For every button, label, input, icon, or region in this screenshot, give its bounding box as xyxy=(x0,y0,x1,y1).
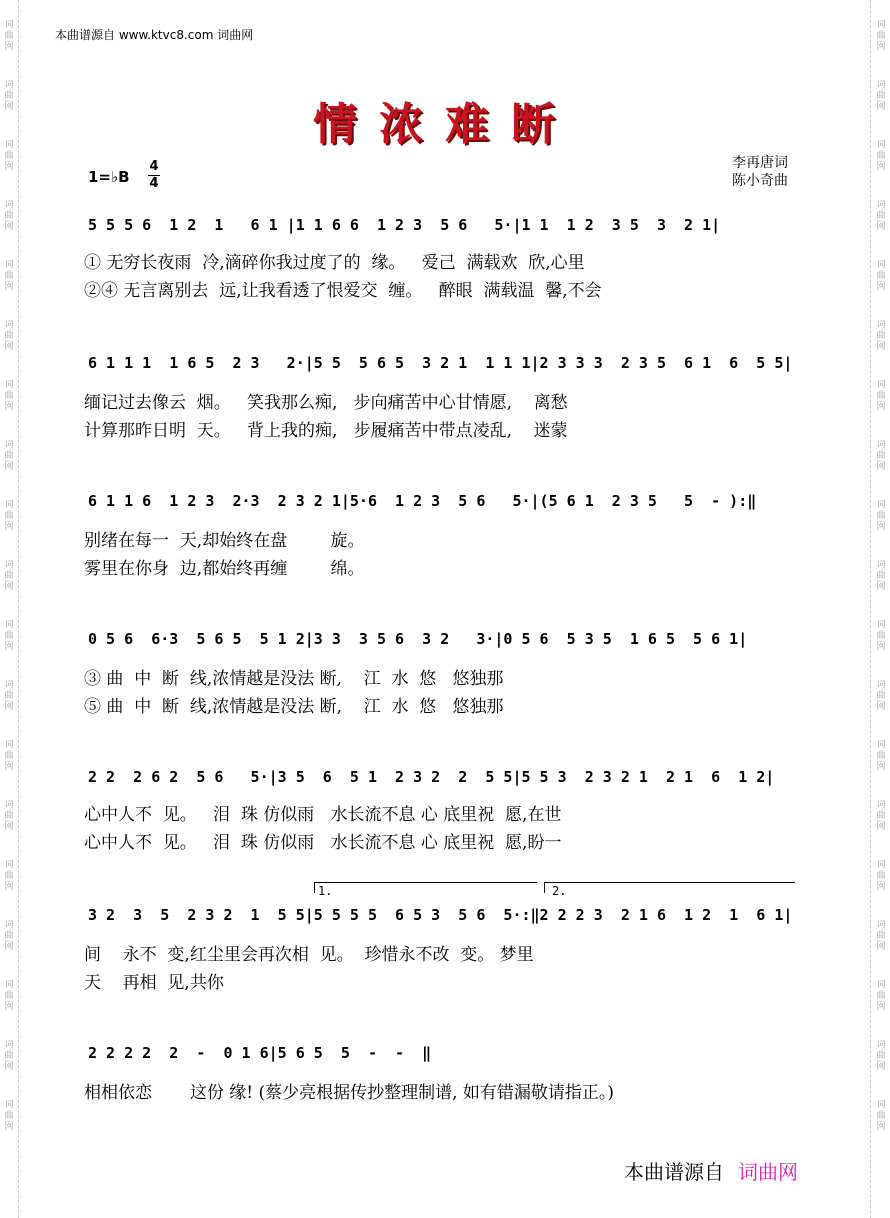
watermark-text: 词曲网 xyxy=(876,260,886,292)
watermark-text: 词曲网 xyxy=(876,200,886,232)
score-notes-5: 2 2 2 6 2 5 6 5·|3 5 6 5 1 2 3 2 2 5 5|5 5 3 2 3 2 1 2 1 6 1 2| xyxy=(88,768,775,786)
watermark-text: 词曲网 xyxy=(4,1040,14,1072)
watermark-text: 词曲网 xyxy=(876,680,886,712)
score-notes-1: 5 5 5 6 1 2 1 6 1 |1 1 6 6 1 2 3 5 6 5·|1 1 1 2 3 5 3 2 1| xyxy=(88,216,721,234)
watermark-text: 词曲网 xyxy=(876,80,886,112)
watermark-text: 词曲网 xyxy=(4,1100,14,1132)
watermark-text: 词曲网 xyxy=(876,500,886,532)
watermark-text: 词曲网 xyxy=(4,560,14,592)
watermark-text: 词曲网 xyxy=(876,20,886,52)
watermark-text: 词曲网 xyxy=(4,680,14,712)
composer: 陈小奇曲 xyxy=(732,173,788,189)
time-sig-bottom: 4 xyxy=(149,176,159,191)
watermark-text: 词曲网 xyxy=(876,980,886,1012)
watermark-text: 词曲网 xyxy=(4,260,14,292)
right-margin-line xyxy=(870,0,871,1218)
footer-brand: 词曲网 xyxy=(738,1160,798,1184)
watermark-text: 词曲网 xyxy=(876,740,886,772)
footer-source xyxy=(624,1156,798,1185)
watermark-text: 词曲网 xyxy=(4,200,14,232)
watermark-text: 词曲网 xyxy=(876,1100,886,1132)
watermark-text: 词曲网 xyxy=(876,140,886,172)
watermark-text: 词曲网 xyxy=(4,860,14,892)
watermark-text: 词曲网 xyxy=(4,620,14,652)
lyrics-5-verse-b: 心中人不 见。 泪 珠 仿似雨 水长流不息 心 底里祝 愿,盼一 xyxy=(84,833,562,853)
watermark-text: 词曲网 xyxy=(4,140,14,172)
watermark-text: 词曲网 xyxy=(4,920,14,952)
lyrics-2-verse-a: 缅记过去像云 烟。 笑我那么痴, 步向痛苦中心甘情愿, 离愁 xyxy=(84,393,568,413)
watermark-text: 词曲网 xyxy=(4,980,14,1012)
left-margin-line xyxy=(18,0,19,1218)
score-notes-6: 3 2 3 5 2 3 2 1 5 5|5 5 5 5 6 5 3 5 6 5·:‖2 2 2 3 2 1 6 1 2 1 6 1| xyxy=(88,906,793,924)
lyrics-3-verse-b: 雾里在你身 边,都始终再缠 绵。 xyxy=(84,559,365,579)
watermark-text: 词曲网 xyxy=(4,440,14,472)
watermark-text: 词曲网 xyxy=(876,620,886,652)
volta-second: 2. xyxy=(552,884,567,898)
watermark-text: 词曲网 xyxy=(4,800,14,832)
lyrics-5-verse-a: 心中人不 见。 泪 珠 仿似雨 水长流不息 心 底里祝 愿,在世 xyxy=(84,805,562,825)
watermark-text: 词曲网 xyxy=(4,740,14,772)
lyrics-2-verse-b: 计算那昨日明 天。 背上我的痴, 步履痛苦中带点凌乱, 迷蒙 xyxy=(84,421,568,441)
lyrics-3-verse-a: 别绪在每一 天,却始终在盘 旋。 xyxy=(84,531,365,551)
watermark-text: 词曲网 xyxy=(876,1040,886,1072)
watermark-text: 词曲网 xyxy=(876,860,886,892)
volta-first: 1. xyxy=(318,884,333,898)
time-signature xyxy=(148,160,160,191)
song-title: 情浓难断 xyxy=(313,99,577,150)
watermark-text: 词曲网 xyxy=(876,920,886,952)
volta-bracket-1 xyxy=(314,882,537,893)
key-signature: 1=♭B xyxy=(88,168,130,186)
watermark-text: 词曲网 xyxy=(4,320,14,352)
watermark-text: 词曲网 xyxy=(876,800,886,832)
watermark-text: 词曲网 xyxy=(4,500,14,532)
credits xyxy=(732,154,788,190)
lyrics-4-verse-b: ⑤ 曲 中 断 线,浓情越是没法 断, 江 水 悠 悠独那 xyxy=(84,697,504,717)
score-notes-4: 0 5 6 6·3 5 6 5 5 1 2|3 3 3 5 6 3 2 3·|0 5 6 5 3 5 1 6 5 5 6 1| xyxy=(88,630,748,648)
lyrics-1-verse-b: ②④ 无言离别去 远,让我看透了恨爱交 缠。 醉眼 满载温 馨,不会 xyxy=(84,281,602,301)
score-notes-3: 6 1 1 6 1 2 3 2·3 2 3 2 1|5·6 1 2 3 5 6 5·|(5 6 1 2 3 5 5 - ):‖ xyxy=(88,492,757,510)
lyrics-7: 相相依恋 这份 缘! (蔡少亮根据传抄整理制谱, 如有错漏敬请指正。) xyxy=(84,1083,615,1103)
watermark-text: 词曲网 xyxy=(876,320,886,352)
score-notes-2: 6 1 1 1 1 6 5 2 3 2·|5 5 5 6 5 3 2 1 1 1 1|2 3 3 3 2 3 5 6 1 6 5 5| xyxy=(88,354,793,372)
volta-bracket-2 xyxy=(544,882,795,893)
lyrics-6-verse-b: 天 再相 见,共你 xyxy=(84,973,224,993)
watermark-right xyxy=(874,20,888,1160)
watermark-left xyxy=(2,20,16,1160)
lyrics-1-verse-a: ① 无穷长夜雨 冷,滴碎你我过度了的 缘。 爱己 满载欢 欣,心里 xyxy=(84,253,585,273)
watermark-text: 词曲网 xyxy=(4,80,14,112)
watermark-text: 词曲网 xyxy=(4,380,14,412)
watermark-text: 词曲网 xyxy=(4,20,14,52)
time-sig-top: 4 xyxy=(149,159,159,174)
source-header: 本曲谱源自 www.ktvc8.com 词曲网 xyxy=(55,28,254,42)
lyrics-6-verse-a: 间 永不 变,红尘里会再次相 见。 珍惜永不改 变。 梦里 xyxy=(84,945,534,965)
watermark-text: 词曲网 xyxy=(876,380,886,412)
footer-label: 本曲谱源自 xyxy=(624,1160,724,1184)
watermark-text: 词曲网 xyxy=(876,560,886,592)
watermark-text: 词曲网 xyxy=(876,440,886,472)
score-notes-7: 2 2 2 2 2 - 0 1 6|5 6 5 5 - - ‖ xyxy=(88,1044,432,1062)
lyrics-4-verse-a: ③ 曲 中 断 线,浓情越是没法 断, 江 水 悠 悠独那 xyxy=(84,669,504,689)
lyricist: 李再唐词 xyxy=(732,155,788,171)
